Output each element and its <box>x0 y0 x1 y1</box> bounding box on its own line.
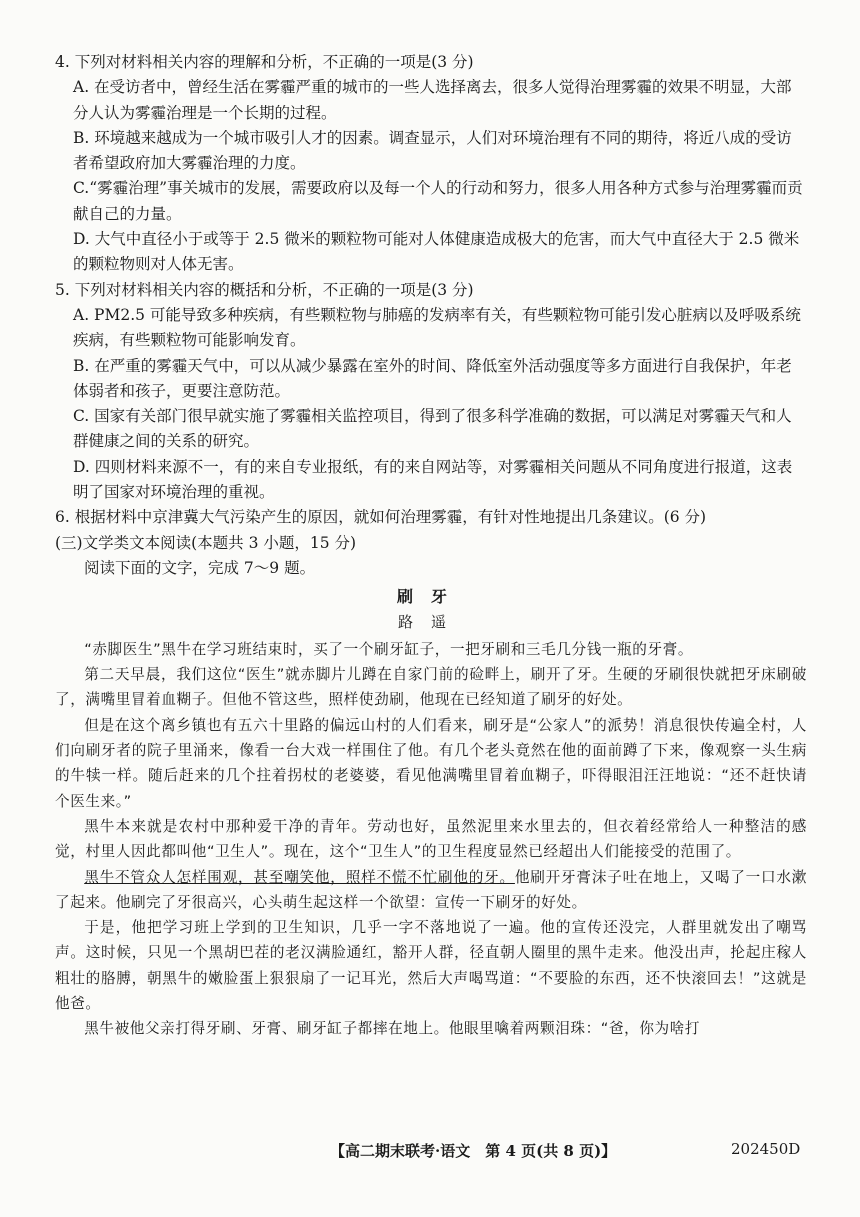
page-footer <box>0 1140 860 1170</box>
question-5-option-d: D. 四则材料来源不一，有的来自专业报纸，有的来自网站等，对雾霾相关问题从不同角度进行报道，这表明了国家对环境治理的重视。 <box>73 457 793 502</box>
question-4-option-d: D. 大气中直径小于或等于 2.5 微米的颗粒物可能对人体健康造成极大的危害，而大气中直径大于 2.5 微米的颗粒物则对人体无害。 <box>73 230 800 274</box>
section-instruction: 阅读下面的文字，完成 7～9 题。 <box>84 558 316 577</box>
question-5-option-b: B. 在严重的雾霾天气中，可以从减少暴露在室外的时间、降低室外活动强度等多方面进行自我保护，年老体弱者和孩子，更要注意防范。 <box>73 356 792 400</box>
story-paragraph: “赤脚医生”黑牛在学习班结束时，买了一个刷牙缸子，一把牙刷和三毛几分钱一瓶的牙膏。 <box>84 640 694 658</box>
story-paragraph: 黑牛被他父亲打得牙刷、牙膏、刷牙缸子都摔在地上。他眼里噙着两颗泪珠：“爸，你为啥打 <box>84 1020 701 1038</box>
story-title: 刷牙 <box>396 587 465 607</box>
story-paragraph: 黑牛本来就是农村中那种爱干净的青年。劳动也好，虽然泥里来水里去的，但衣着经常给人一种整洁的感觉，村里人因此都叫他“卫生人”。现在，这个“卫生人”的卫生程度显然已经超出人们能接受的范围了。 <box>55 817 807 861</box>
page-content <box>55 50 807 1042</box>
question-4-option-c: C.“雾霾治理”事关城市的发展，需要政府以及每一个人的行动和努力，很多人用各种方式参与治理雾霾而贡献自己的力量。 <box>73 179 803 223</box>
question-6-stem: 6. 根据材料中京津冀大气污染产生的原因，就如何治理雾霾，有针对性地提出几条建议。(6 分) <box>55 508 707 527</box>
question-5-option-a: A. PM2.5 可能导致多种疾病，有些颗粒物与肺癌的发病率有关，有些颗粒物可能引发心脏病以及呼吸系统疾病，有些颗粒物可能影响发育。 <box>73 305 801 350</box>
story-paragraph: 第二天早晨，我们这位“医生”就赤脚片儿蹲在自家门前的硷畔上，刷开了牙。生硬的牙刷很快就把牙床刷破了，满嘴里冒着血糊子。但他不管这些，照样使劲刷，他现在已经知道了刷牙的好处。 <box>55 666 807 709</box>
question-5-option-c: C. 国家有关部门很早就实施了雾霾相关监控项目，得到了很多科学准确的数据，可以满足对雾霾天气和人群健康之间的关系的研究。 <box>73 407 792 451</box>
story-author: 路遥 <box>397 612 464 631</box>
question-4-stem: 4. 下列对材料相关内容的理解和分析，不正确的一项是(3 分) <box>55 53 474 71</box>
story-body <box>55 637 807 1042</box>
footer-label: 【高二期末联考·语文 第 4 页(共 8 页)】 <box>330 1142 617 1160</box>
story-paragraph-rest: 他刷开牙膏沫子吐在地上，又喝了一口水漱了起来。他刷完了牙很高兴，心头萌生起这样一个欲望：宣传一下刷牙的好处。 <box>55 868 807 911</box>
footer-code: 202450D <box>731 1140 801 1158</box>
story-paragraph: 于是，他把学习班上学到的卫生知识，几乎一字不落地说了一遍。他的宣传还没完，人群里就发出了嘲骂声。这时候，只见一个黑胡巴茬的老汉满脸通红，豁开人群，径直朝人圈里的黑牛走来。他没出声，抡起庄稼人粗壮的胳膊，朝黑牛的嫩脸蛋上狠狠扇了一记耳光，然后大声喝骂道：“不要脸的东西，还不快滚回去！”这就是他爸。 <box>55 919 807 1012</box>
story-paragraph <box>55 865 807 916</box>
question-5-stem: 5. 下列对材料相关内容的概括和分析，不正确的一项是(3 分) <box>55 280 474 299</box>
question-4 <box>55 50 807 278</box>
question-5 <box>55 278 807 506</box>
section-heading: (三)文学类文本阅读(本题共 3 小题，15 分) <box>55 533 357 552</box>
question-4-option-b: B. 环境越来越成为一个城市吸引人才的因素。调查显示，人们对环境治理有不同的期待，将近八成的受访者希望政府加大雾霾治理的力度。 <box>73 128 792 173</box>
underlined-sentence: 黑牛不管众人怎样围观，甚至嘲笑他，照样不慌不忙刷他的牙。 <box>84 868 515 886</box>
story-paragraph: 但是在这个离乡镇也有五六十里路的偏远山村的人们看来，刷牙是“公家人”的派势！消息很快传遍全村，人们向刷牙者的院子里涌来，像看一台大戏一样围住了他。有几个老头竟然在他的面前蹲了下来，像观察一头生病的牛犊一样。随后赶来的几个拄着拐杖的老婆婆，看见他满嘴里冒着血糊子，吓得眼泪汪汪地说：“还不赶快请个医生来。” <box>55 716 807 810</box>
question-4-option-a: A. 在受访者中，曾经生活在雾霾严重的城市的一些人选择离去，很多人觉得治理雾霾的效果不明显，大部分人认为雾霾治理是一个长期的过程。 <box>73 78 792 122</box>
